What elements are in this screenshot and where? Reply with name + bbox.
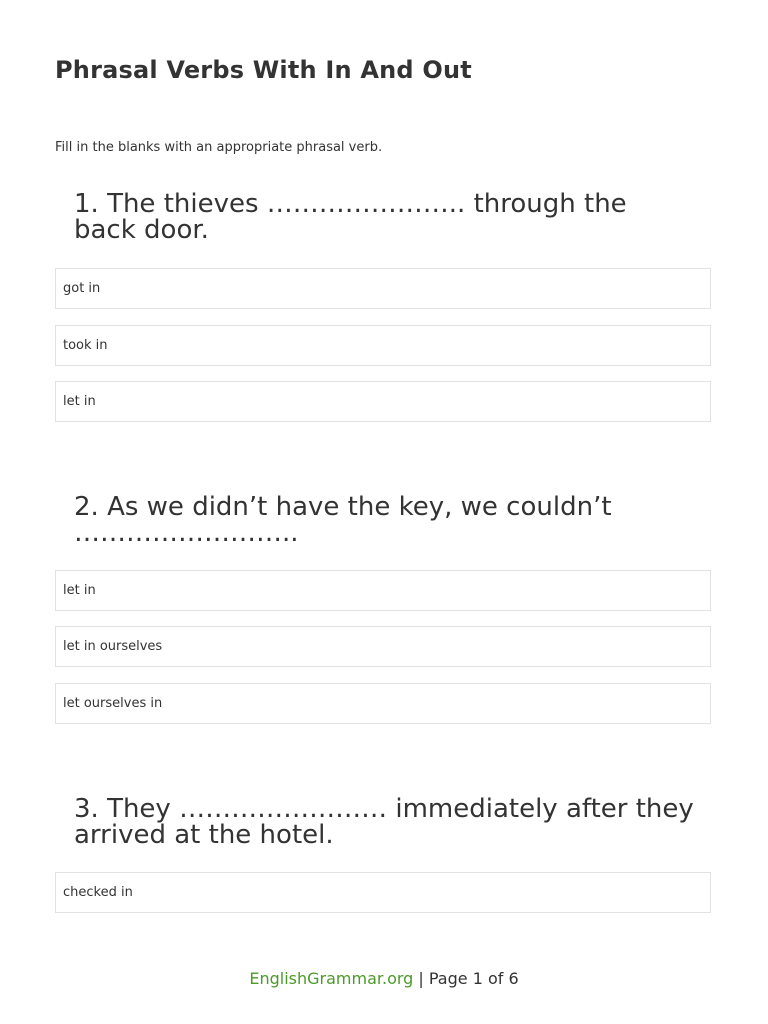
q2-option-2[interactable]: let in ourselves bbox=[55, 626, 711, 667]
footer-site-link[interactable]: EnglishGrammar.org bbox=[249, 969, 414, 988]
question-2: 2. As we didn’t have the key, we couldn’t …………………….. bbox=[74, 492, 612, 548]
q1-option-1[interactable]: got in bbox=[55, 268, 711, 309]
question-1: 1. The thieves ………………….. through the back door. bbox=[74, 189, 627, 245]
footer-separator: | bbox=[413, 969, 429, 988]
q2-option-1[interactable]: let in bbox=[55, 570, 711, 611]
q1-option-3[interactable]: let in bbox=[55, 381, 711, 422]
instructions-text: Fill in the blanks with an appropriate phrasal verb. bbox=[55, 140, 383, 155]
footer-page-number: Page 1 of 6 bbox=[428, 969, 519, 988]
question-3: 3. They …………………… immediately after they arrived at the hotel. bbox=[74, 794, 694, 850]
q1-option-2[interactable]: took in bbox=[55, 325, 711, 366]
q2-option-3[interactable]: let ourselves in bbox=[55, 683, 711, 724]
q3-option-1[interactable]: checked in bbox=[55, 872, 711, 913]
page-title: Phrasal Verbs With In And Out bbox=[55, 56, 472, 84]
page-footer bbox=[0, 969, 768, 988]
